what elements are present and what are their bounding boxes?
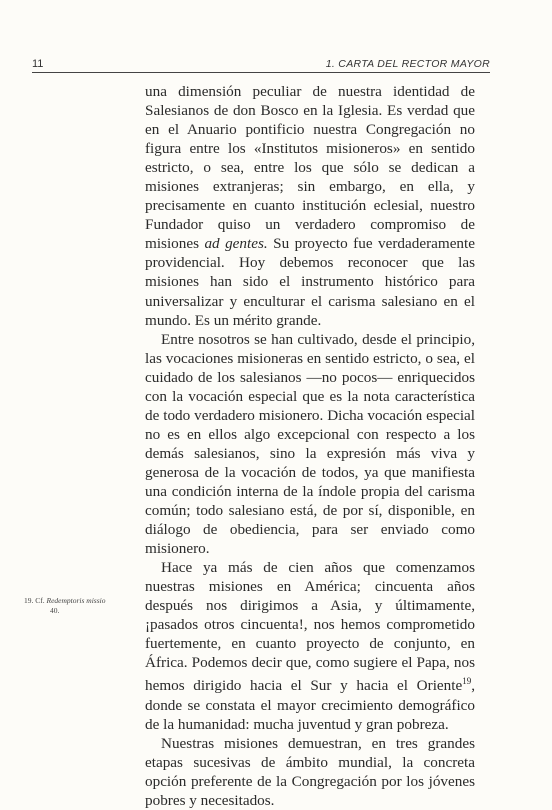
footnote-marker: 19 [462, 676, 472, 687]
footnote-number: 19. Cf. [24, 596, 47, 605]
page-number: 11 [32, 58, 44, 70]
paragraph-3-text: Hace ya más de cien años que comenzamos nuestras misiones en América; cincuenta años después nos dirigimos a Asia, y últimamente, ¡pasados otros cincuenta!, nos hemos comprometido fuertemente, en cuanto proyecto de conjunto, en África. Podemos decir que, como sugiere el Papa, nos hemos dirigido hacia el Sur y hacia el Oriente [145, 559, 475, 695]
paragraph-2: Entre nosotros se han cultivado, desde el principio, las vocaciones misioneras en sentido estricto, o sea, el cuidado de los salesianos —no pocos— enriquecidos con la vocación especial que es la nota característica de todo verdadero misionero. Dicha vocación especial no es en ellos algo excepcional con respecto a los demás salesianos, sino la expresión más viva y generosa de la vocación de todos, ya que manifiesta una condición interna de la índole propia del carisma común; todo salesiano está, de por sí, disponible, en diálogo de obediencia, para ser enviado como misionero. [145, 330, 475, 558]
paragraph-3-text-end: , donde se constata el mayor crecimiento demográfico de la humanidad: mucha juventud y gran pobreza. [145, 677, 475, 733]
body-text [145, 82, 475, 810]
paragraph-1 [145, 82, 475, 330]
paragraph-4: Nuestras misiones demuestran, en tres grandes etapas sucesivas de ámbito mundial, la concreta opción preferente de la Congregación por los jóvenes pobres y necesitados. [145, 734, 475, 809]
footnote-reference [24, 596, 124, 606]
running-head: 1. CARTA DEL RECTOR MAYOR [325, 58, 490, 70]
header-rule [32, 72, 490, 73]
footnote [24, 596, 124, 616]
footnote-source: Redemptoris missio [46, 596, 106, 605]
paragraph-1-italic: ad gentes. [204, 235, 268, 253]
paragraph-1-text: una dimensión peculiar de nuestra identidad de Salesianos de don Bosco en la Iglesia. Es verdad que en el Anuario pontificio nuestra Congregación no figura entre los «Institutos misioneros» en sentido estricto, o sea, entre los que sólo se dedican a misiones extranjeras; sin embargo, en ella, y precisamente en cuanto institución eclesial, nuestro Fundador quiso un verdadero compromiso de misiones [145, 83, 475, 253]
paragraph-1-text-end: Su proyecto fue verdaderamente providencial. Hoy debemos reconocer que las misiones han sido el instrumento histórico para universalizar y enculturar el carisma salesiano en el mundo. Es un mérito grande. [145, 235, 475, 329]
footnote-page: 40. [50, 606, 60, 615]
paragraph-3 [145, 558, 475, 733]
